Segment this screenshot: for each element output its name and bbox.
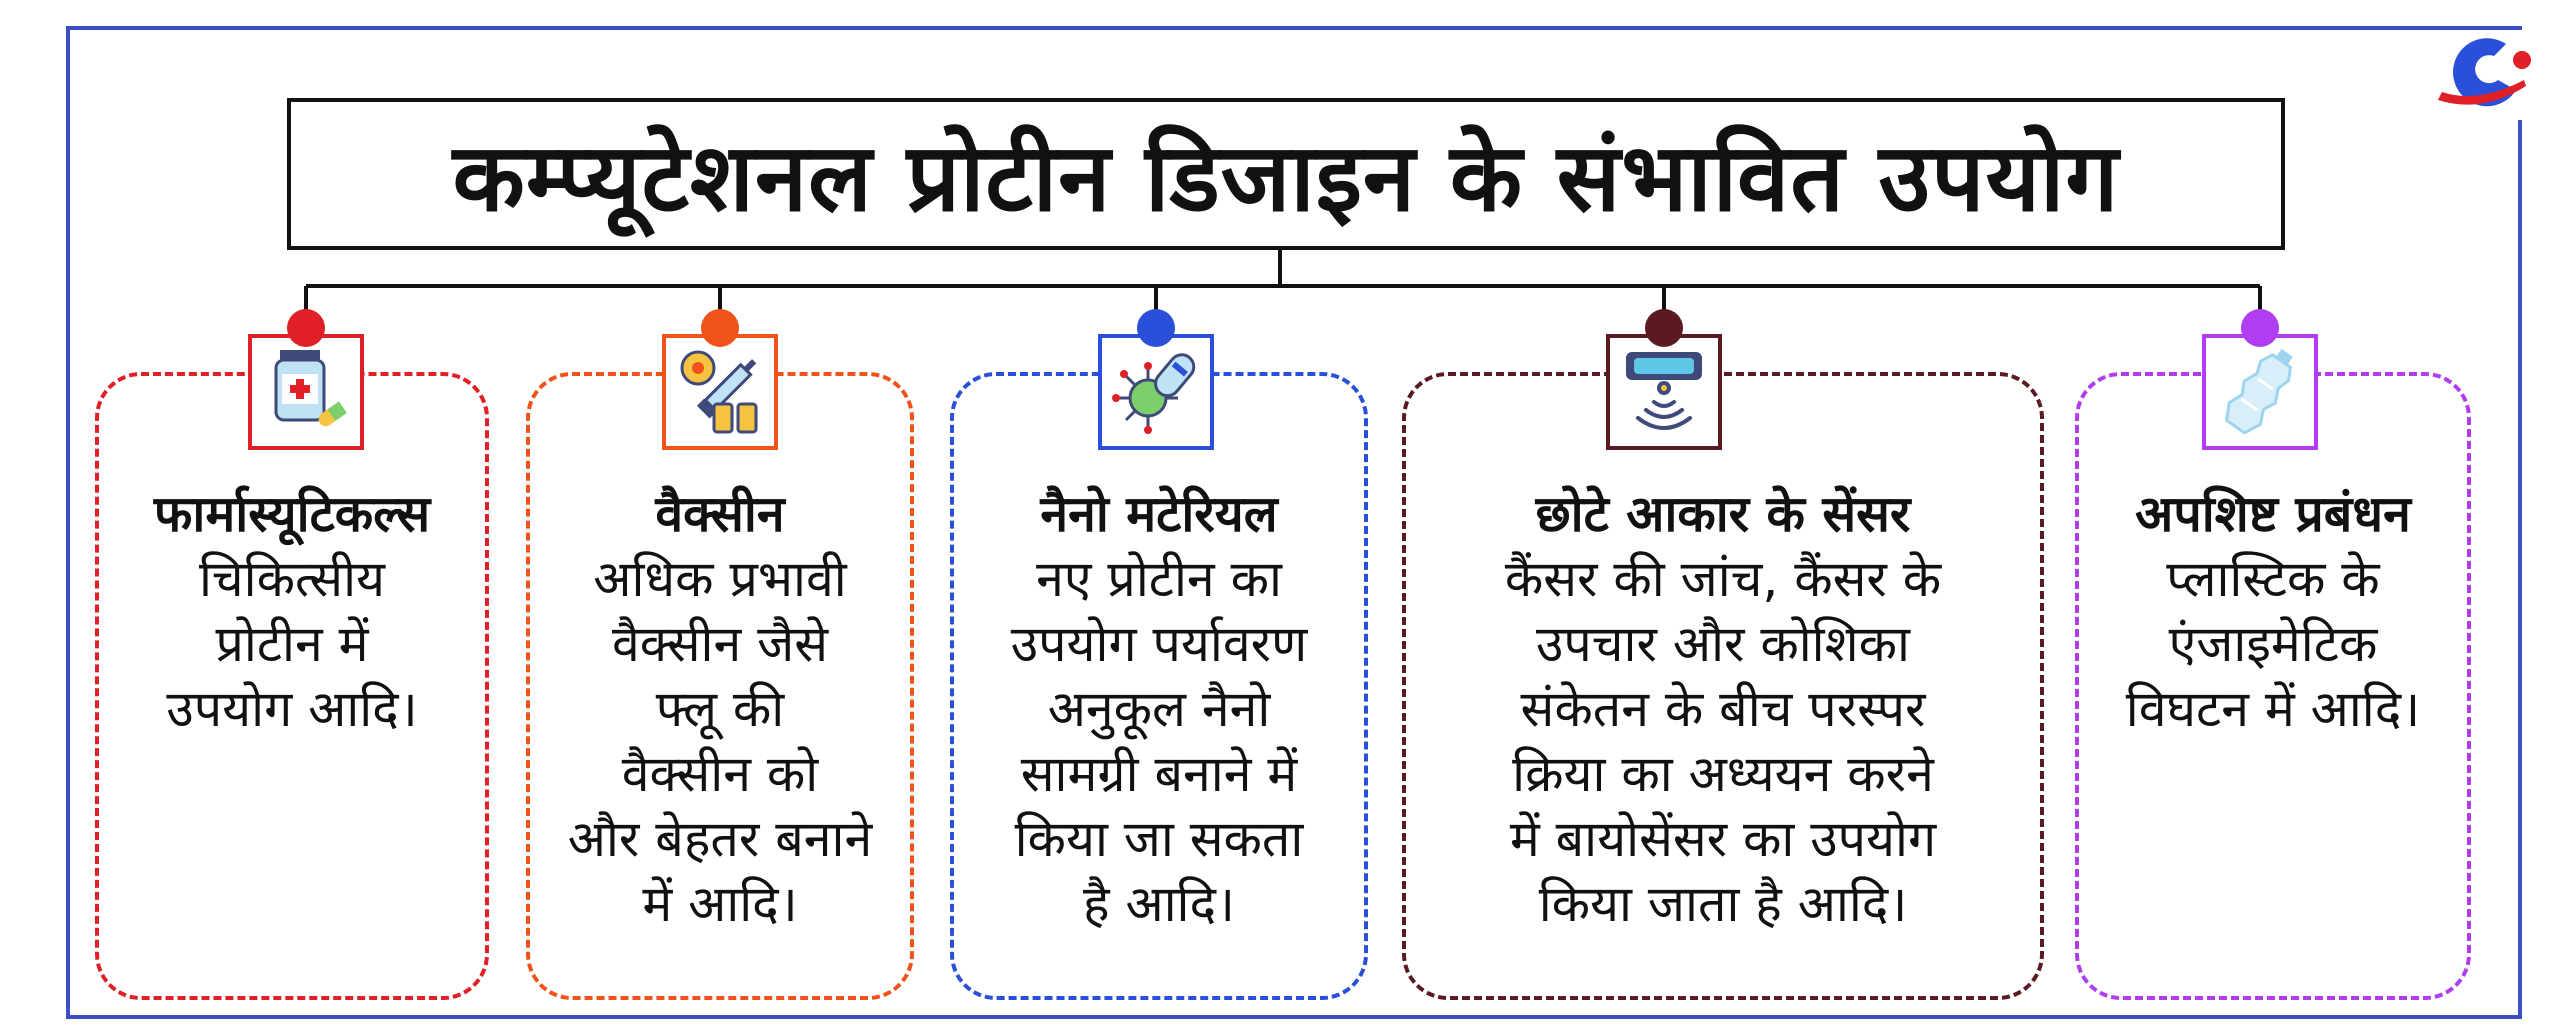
dot-waste-management <box>2241 309 2279 347</box>
text-vaccine <box>526 482 914 937</box>
vaccine-syringe-icon <box>672 342 768 442</box>
card-title-waste-management: अपशिष्ट प्रबंधन <box>2135 485 2411 543</box>
text-waste-management <box>2075 482 2471 742</box>
sensor-icon <box>1616 342 1712 442</box>
card-line: एंजाइमेटिक <box>2168 615 2378 673</box>
card-line: उपचार और कोशिका <box>1536 615 1910 673</box>
card-line: फ्लू की <box>655 680 785 738</box>
card-line: किया जाता है आदि। <box>1538 875 1908 933</box>
icon-box-small-sensors <box>1606 334 1722 450</box>
card-line: प्रोटीन में <box>215 615 369 673</box>
page-title: कम्प्यूटेशनल प्रोटीन डिजाइन के संभावित उपयोग <box>452 124 2120 233</box>
card-line: उपयोग पर्यावरण <box>1010 615 1308 673</box>
text-pharmaceuticals <box>95 482 489 742</box>
nanomaterial-icon <box>1108 342 1204 442</box>
card-line: उपयोग आदि। <box>166 680 418 738</box>
dot-nano-material <box>1137 309 1175 347</box>
card-line: वैक्सीन जैसे <box>611 615 829 673</box>
card-line: है आदि। <box>1083 875 1235 933</box>
card-line: वैक्सीन को <box>621 745 819 803</box>
card-line: सामग्री बनाने में <box>1020 745 1298 803</box>
card-line: संकेतन के बीच परस्पर <box>1520 680 1926 738</box>
icon-box-vaccine <box>662 334 778 450</box>
card-line: अनुकूल नैनो <box>1047 680 1271 738</box>
card-line: में बायोसेंसर का उपयोग <box>1509 810 1937 868</box>
text-nano-material <box>950 482 1368 937</box>
card-line: में आदि। <box>642 875 798 933</box>
dot-pharmaceuticals <box>287 309 325 347</box>
card-line: क्रिया का अध्ययन करने <box>1512 745 1934 803</box>
card-line: चिकित्सीय <box>198 550 386 608</box>
card-title-nano-material: नैनो मटेरियल <box>1040 485 1278 543</box>
card-line: विघटन में आदि। <box>2125 680 2421 738</box>
card-title-pharmaceuticals: फार्मास्यूटिकल्स <box>153 485 431 543</box>
icon-box-nano-material <box>1098 334 1214 450</box>
medicine-bottle-icon <box>258 342 354 442</box>
card-title-vaccine: वैक्सीन <box>655 485 785 543</box>
card-line: और बेहतर बनाने <box>567 810 873 868</box>
dot-vaccine <box>701 309 739 347</box>
plastic-bottle-icon <box>2212 342 2308 442</box>
card-line: किया जा सकता <box>1014 810 1304 868</box>
card-line: नए प्रोटीन का <box>1036 550 1282 608</box>
card-title-small-sensors: छोटे आकार के सेंसर <box>1535 485 1911 543</box>
card-line: प्लास्टिक के <box>2166 550 2380 608</box>
card-line: अधिक प्रभावी <box>593 550 847 608</box>
text-small-sensors <box>1402 482 2044 937</box>
dot-small-sensors <box>1645 309 1683 347</box>
card-line: कैंसर की जांच, कैंसर के <box>1504 550 1942 608</box>
icon-box-waste-management <box>2202 334 2318 450</box>
icon-box-pharmaceuticals <box>248 334 364 450</box>
